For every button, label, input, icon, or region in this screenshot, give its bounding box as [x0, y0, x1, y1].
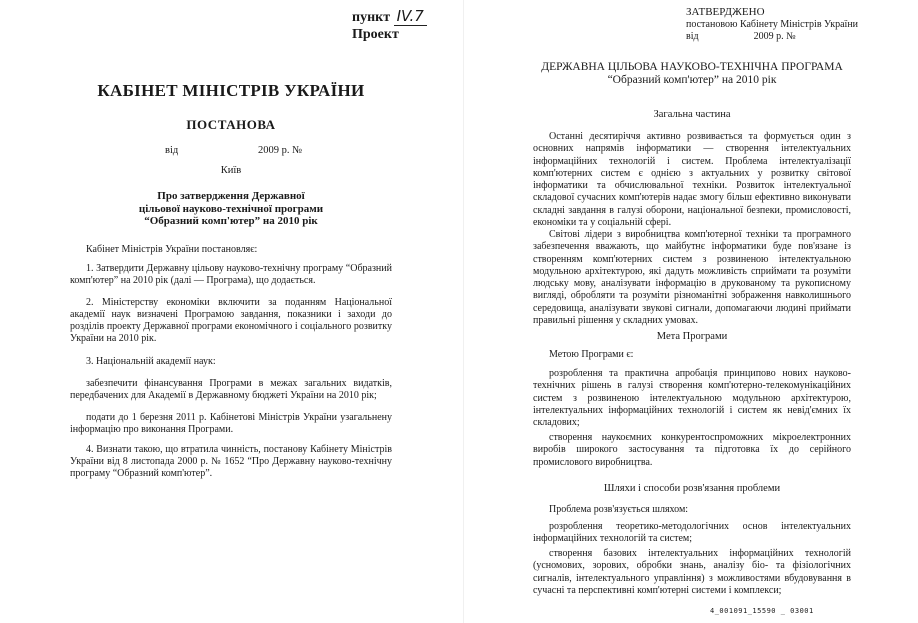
paragraph: Метою Програми є:: [549, 349, 634, 360]
goal-item-1: [533, 368, 851, 429]
paragraph: 3. Національній академії наук:: [86, 356, 216, 367]
approved-date-year: 2009 р. №: [753, 31, 796, 42]
cabinet-heading: КАБІНЕТ МІНІСТРІВ УКРАЇНИ: [97, 81, 365, 100]
approved-by-label: постановою Кабінету Міністрів України: [686, 19, 859, 30]
city-label: Київ: [220, 165, 242, 176]
right-page-program: [466, 0, 918, 623]
handwritten-item-number: IV.7: [394, 7, 427, 26]
program-title: [466, 61, 918, 87]
paragraph: забезпечити фінансування Програми в межах загальних видатків, передбачених для Академії в Державному бюджеті України на 2010 рік;: [70, 378, 392, 401]
paragraph: розроблення та практична апробація принципово нових науково-технічних рішень в галузі створення комп'ютерно-телекомунікаційних систем з розвиненою інтелектуальною модульною архітектурою, інтелектуальних інформаційних технологій і систем як невід'ємних їх складових;: [533, 368, 851, 429]
date-from-label: від: [165, 145, 179, 156]
resolves-paragraph: [70, 244, 392, 256]
clause-3: [70, 356, 392, 368]
clause-2: [70, 297, 392, 345]
clause-4: [70, 444, 392, 480]
paragraph: розроблення теоретико-методологічних основ інтелектуальних інформаційних технологій та систем;: [533, 521, 851, 545]
paragraph: Кабінет Міністрів України постановляє:: [86, 244, 258, 255]
section-heading-goal: Мета Програми: [656, 331, 728, 342]
ways-intro: [533, 504, 851, 516]
paragraph: створення наукоємних конкурентоспроможних мікроелектронних виробів широкого застосування та підготовка їх до серійного промислового виробництва.: [533, 432, 851, 468]
approved-label: ЗАТВЕРДЖЕНО: [686, 6, 765, 18]
program-title-line: “Образний комп'ютер” на 2010 рік: [607, 74, 777, 86]
goal-item-2: [533, 432, 851, 469]
resolution-heading: ПОСТАНОВА: [186, 117, 276, 132]
program-title-line: ДЕРЖАВНА ЦІЛЬОВА НАУКОВО-ТЕХНІЧНА ПРОГРАМА: [541, 61, 843, 73]
item-number: [352, 7, 427, 26]
approved-date-from: від: [686, 31, 699, 42]
ways-item-1: [533, 521, 851, 546]
clause-3b: [70, 412, 392, 436]
paragraph: створення базових інтелектуальних інформаційних технологій (усномових, зорових, обробки знань, аналізу біо- та фізіологічних сигналів, інтелектуального управління) з можливостями вбудовування в сучасні та перспективні комп'ютерні системи і комплекси;: [533, 548, 851, 596]
ways-item-2: [533, 548, 851, 597]
draft-label: Проект: [352, 27, 399, 42]
clause-3a: [70, 378, 392, 402]
approved-date: [686, 31, 796, 42]
paragraph: Останні десятиріччя активно розвивається та формується один з основних напрямів інформатики — створення інтелектуальних інформаційних технологій і систем. Проблема інтелектуалізації комп'ютерних систем є однією з актуальних у розвитку світової інформатики та обчислювальної техніки. Розвиток інтелектуальної складової сучасних комп'ютерів надає змогу більш ефективно виконувати складні завдання в галузі оборони, національної безпеки, промисловості, економіки та у соціальній сфері.: [533, 131, 851, 229]
paragraph: 2. Міністерству економіки включити за поданням Національної академії наук визначені Програмою завдання, показники і заходи до розділів проекту Державної програми економічного і соціального розвитку України на 2010 рік.: [70, 297, 392, 344]
title-line: Про затвердження Державної: [157, 190, 305, 202]
goal-intro: [533, 349, 851, 361]
date-year-label: 2009 р. №: [258, 145, 303, 156]
section-heading-ways: Шляхи і способи розв'язання проблеми: [603, 483, 781, 494]
resolution-title: [100, 190, 362, 228]
paragraph: Світові лідери з виробництва комп'ютерної техніки та програмного забезпечення вважають, що майбутнє інформатики буде пов'язане із створенням комп'ютерних систем з розвиненою інтелектуальною модульною архітектурою, які дадуть можливість сприймати та розуміти людську мову, аналізувати інформацію в друкованому та рукописному вигляді, обробляти та розуміти різноманітні зображення навколишнього середовища, аналізувати звукові сигнали, допомагаючи людині приймати правильні рішення у складних умовах.: [533, 229, 851, 327]
clause-1: [70, 263, 392, 287]
title-line: цільової науково-технічної програми: [138, 202, 324, 215]
footer-document-code: 4_001091_15590 _ 03001: [710, 607, 814, 615]
section-heading-general: Загальна частина: [653, 109, 731, 120]
paragraph: 1. Затвердити Державну цільову науково-технічну програму “Образний комп'ютер” на 2010 рік (далі — Програма), що додається.: [70, 263, 392, 286]
page-divider: [463, 0, 464, 623]
title-line: “Образний комп'ютер” на 2010 рік: [144, 215, 318, 227]
item-label: пункт: [352, 10, 391, 25]
paragraph: Проблема розв'язується шляхом:: [549, 504, 689, 515]
paragraph: подати до 1 березня 2011 р. Кабінетові Міністрів України узагальнену інформацію про виконання Програми.: [70, 412, 392, 435]
general-paragraph-1: [533, 131, 851, 229]
general-paragraph-2: [533, 229, 851, 327]
paragraph: 4. Визнати такою, що втратила чинність, постанову Кабінету Міністрів України від 8 листопада 2000 р. № 1652 “Про Державну науково-технічну програму “Образний комп'ютер”.: [70, 444, 392, 479]
